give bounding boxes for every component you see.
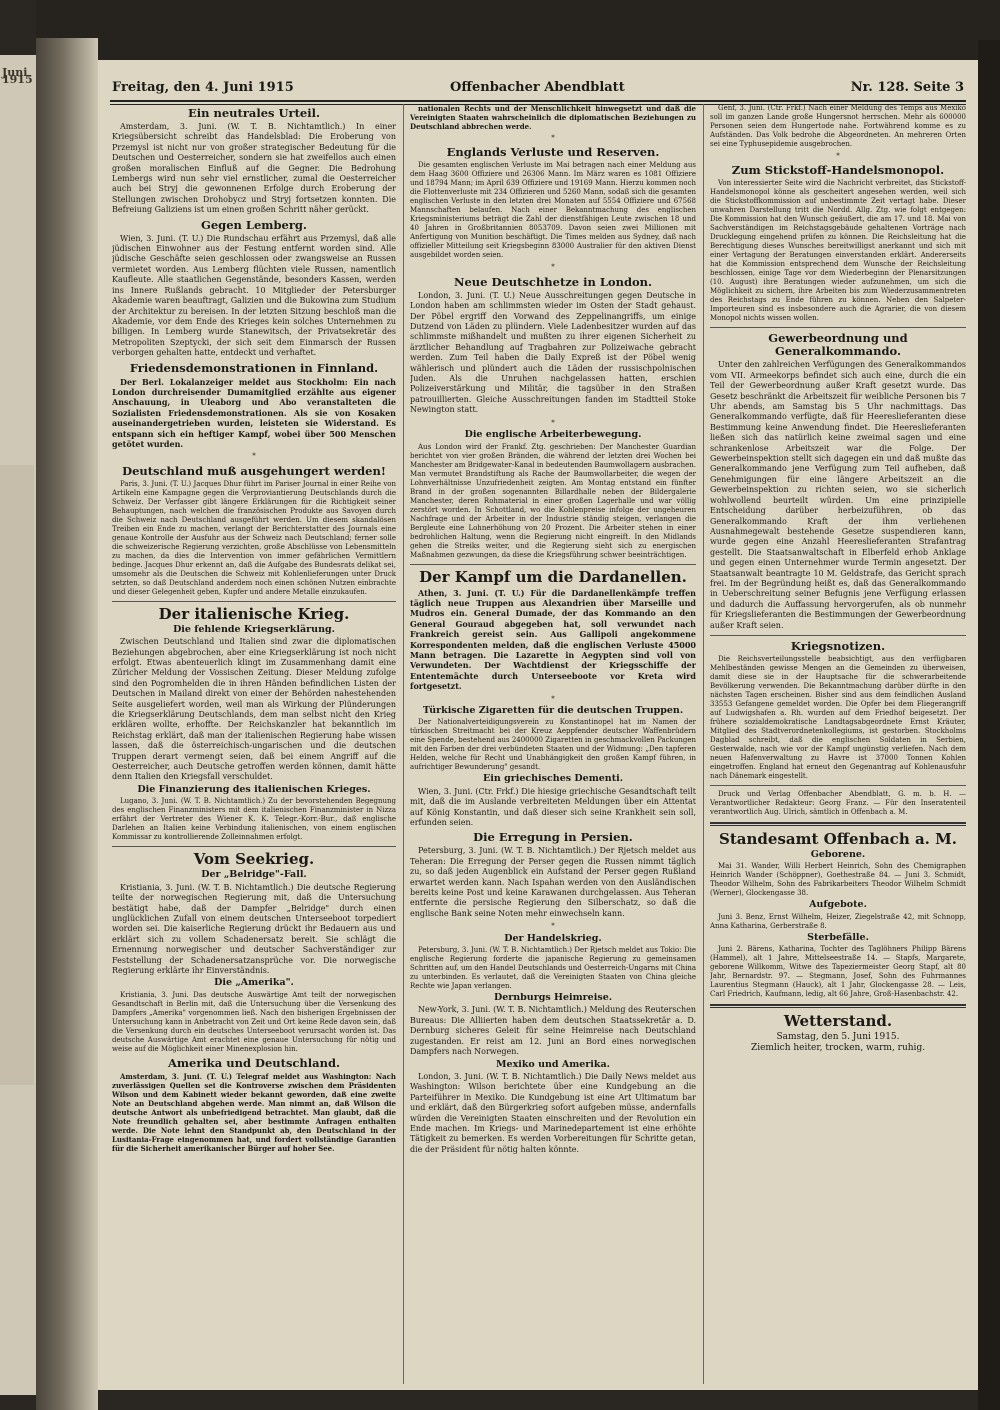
article-title: Die Erregung in Persien. — [473, 830, 633, 845]
article-title: Die Finanzierung des italienischen Krieges. — [137, 783, 371, 795]
article-text: London, 3. Juni. (T. U.) Neue Ausschreitungen gegen Deutsche in London haben am schlimmsten wieder im Osten der Stadt gehaust. Der Pöbel ergriff den Vorwand des Zeppelinangriffs, um einige Dutzend von Läden zu plündern. Viele Ladenbesitzer wurden auf das schlimmste mißhandelt und mußten zu ihrer eigenen Sicherheit zu ärztlicher Behandlung auf Tragbahren zur Polizeiwache gebracht werden. Zum Teil haben die Daily Expreß ist der Pöbel wenig wählerisch und plündert auch die Läden der russischpolnischen Juden. Als die Unruhen nachgelassen hatten, erschien Polizeiverstärkung und Militär, die tagsüber in den Straßen patrouillierten. Gleiche Ausschreitungen fanden im Stadtteil Stoke Newington statt. — [410, 290, 696, 415]
article-title: Gegen Lemberg. — [201, 217, 307, 232]
article-text: London, 3. Juni. (W. T. B. Nichtamtlich.) Die Daily News meldet aus Washington: Wilson berichtete über eine Kundgebung an die Parteiführer in Mexiko. Die Kundgebung ist eine Art Ultimatum bar und erklärt, daß den Bürgerkrieg sofort aufgeben müsse, andernfalls würden die Vereinigten Staaten einschreiten und der Revolution ein Ende machen. Im Kriegs- und Marinedepartement ist eine erhöhte Tätigkeit zu bemerken. Es werden Vorbereitungen für Schritte getan, die der Präsident für nötig halten könnte. — [410, 1071, 696, 1154]
book-gutter — [36, 38, 98, 1410]
column-3 — [710, 104, 966, 1053]
previous-page-edge — [0, 55, 36, 1395]
column-divider — [403, 104, 404, 1384]
article-text: Der Berl. Lokalanzeiger meldet aus Stockholm: Ein nach London durchreisender Dumamitglied erzählte aus eigener Anschauung, in Uleaborg und Abo veranstalteten die Sozialisten Friedensdemonstrationen. Als sie von Kosaken auseinandergetrieben wurden, leisteten sie Widerstand. Es entspann sich ein heftiger Kampf, wobei über 500 Menschen getötet wurden. — [112, 376, 396, 449]
article-title: Ein griechisches Dementi. — [483, 773, 623, 785]
article-title: Friedensdemonstrationen in Finnland. — [129, 360, 379, 375]
deaths-text: Juni 2. Bärens, Katharina, Tochter des Taglöhners Philipp Bärens (Hammel), alt 1 Jahre, Mittelseestraße 14. — Stapfs, Margarete, geborene Willkomm, Witwe des Tapeziermeister Georg Stapf, alt 80 Jahr, Bernardstr. 97. — Stegmann, Josef, Sohn des Fuhrmannes Laurentius Stegmann (Hauck), alt 1 Jahr, Glockengasse 28. — Leis, Carl Friedrich, Kaufmann, ledig, alt 66 Jahre, Groß-Hasenbachstr. 42. — [710, 945, 966, 999]
masthead — [112, 80, 964, 98]
section-rule — [112, 846, 396, 847]
article-text: Aus London wird der Frankf. Ztg. geschrieben: Der Manchester Guardian berichtet von vier großen Bränden, die während der letzten drei Wochen bei Manchester am Bridgewater-Kanal in bedeutenden Baumwollagern ausbrachen. Man vermutet Brandstiftung als Rache der Baumwollarbeiter, die wegen der Lohnverhältnisse Unzufriedenheit zeigten. Am Montag entstand ein fünfter Brand in der großen sogenannten Billardhalle neben der Bildergalerie Manchester, deren Rohmaterial in einer großen Lagerhalle und war völlig zerstört worden. In Schottland, wo die Kohlenpreise infolge der ungeheuren Nachfrage und der Arbeiter in der Industrie ständig steigen, verlangen die Bergleute eine Lohnerhöhung von 20 Prozent. Die Arbeiter stehen in einer bedrohlichen Haltung, wenn die Regierung nicht eingreift. In den Midlands gehen die Streiks weiter, und die Regierung sieht sich zu energischen Maßnahmen gezwungen, da diese die Kriegsführung schwer beeinträchtigen. — [410, 442, 696, 559]
births-title: Geborene. — [810, 848, 866, 860]
header-issue: Nr. 128. Seite 3 — [850, 80, 964, 95]
section-title: Vom Seekrieg. — [193, 850, 315, 869]
section-title: Der Kampf um die Dardanellen. — [419, 567, 687, 586]
header-title: Offenbacher Abendblatt — [450, 80, 625, 95]
births-text: Mai 31. Wander, Willi Herbert Heinrich, Sohn des Chemigraphen Heinrich Wander (Schöppner), Goethestraße 84. — Juni 3. Schmidt, Theodor Wilhelm, Sohn des Fabrikarbeiters Theodor Wilhelm Schmidt (Werner), Glockengasse 38. — [710, 862, 966, 898]
section-rule — [410, 564, 696, 565]
column-divider — [703, 104, 704, 1384]
article-text: Amsterdam, 3. Juni. (W. T. B. Nichtamtlich.) In einer Kriegsübersicht schreibt das Handelsblad: Die Eroberung von Przemysl ist nicht nur von großer strategischer Bedeutung für die Deutschen und Oesterreicher, sondern sie hat zweifellos auch einen großen moralischen Einfluß auf die Gegner. Die Bedrohung Lembergs wird nun sehr viel ernstlicher, zumal die Oesterreicher auch bei Stryj die gewonnenen Erfolge durch Eroberung der Stellungen zwischen Drohobycz und Stryj fortsetzen konnten. Die Befreiung Galiziens ist um einen großen Schritt näher gerückt. — [112, 122, 396, 215]
deaths-title: Sterbefälle. — [807, 931, 869, 943]
article-title: Türkische Zigaretten für die deutschen Truppen. — [422, 704, 684, 716]
banns-text: Juni 3. Benz, Ernst Wilhelm, Heizer, Ziegelstraße 42, mit Schnopp, Anna Katharina, Gerberstraße 8. — [710, 912, 966, 930]
section-rule — [710, 327, 966, 328]
article-text: Wien, 3. Juni. (Ctr. Frkf.) Die hiesige griechische Gesandtschaft teilt mit, daß die im Auslande verbreiteten Meldungen über ein Attentat auf König Konstantin, und daß dieser sich seine Krankheit sein soll, erfunden seien. — [410, 786, 696, 827]
previous-page-header: Juni 1915 — [2, 66, 33, 86]
article-text: Wien, 3. Juni. (T. U.) Die Rundschau erfährt aus Przemysl, daß alle jüdischen Einwohner aus der Festung entfernt worden sind. Alle jüdische Geschäfte seien geschlossen oder zwangsweise an Russen vermietet worden. Aus Lemberg flüchten viele Russen, namentlich Kaufleute. Alle staatlichen Gegenstände, besonders Kassen, werden ins Innere Rußlands gebracht. 10 Mitglieder der Petersburger Akademie waren beauftragt, Galizien und die Bukowina zum Studium der Architektur zu bereisen. In der letzten Sitzung beschloß man die Akademie, vor dem Ende des Krieges kein solches Unternehmen zu billigen. In Lemberg wurde Stanewitsch, der Privatsekretär des Metropoliten Szeptycki, der sich seit dem Einmarsch der Russen verborgen gehalten hatte, entdeckt und verhaftet. — [112, 233, 396, 358]
weather-title: Wetterstand. — [783, 1012, 893, 1031]
article-text: Der Nationalverteidigungsverein zu Konstantinopel hat im Namen der türkischen Streitmacht bei der Kreuz Aeppfender deutscher Waffenbrüdern eine Spende, bestehend aus 2400000 Zigaretten in geschmackvollen Packungen mit den Farben der drei verbündeten Staaten und der Widmung: „Den tapferen Helden, welche für Recht und Unabhängigkeit den großen Kampf führen, in aufrichtiger Bewunderung" gesandt. — [410, 718, 696, 772]
header-date: Freitag, den 4. Juni 1915 — [112, 80, 294, 95]
separator-star: * — [551, 694, 555, 703]
section-rule — [710, 822, 966, 826]
article-text: nationalen Rechts und der Menschlichkeit hinwegsetzt und daß die Vereinigten Staaten wahrscheinlich die diplomatischen Beziehungen zu Deutschland abbrechen werde. — [410, 104, 696, 131]
article-text: Die Reichsverteilungsstelle beabsichtigt, aus den verfügbaren Mehlbeständen gewisse Mengen an die Gemeinden zu überweisen, damit diese sie in der Hauptsache für die schwerarbeitende Bevölkerung verwenden. Die Bekanntmachung darüber dürfte in den nächsten Tagen erscheinen. Bisher sind aus dem feindlichen Ausland 33553 Gefangene gemeldet worden. Die Opfer bei dem Fliegerangriff auf Ludwigshafen a. Rh. wurden auf dem Friedhof beigesetzt. Der frühere sozialdemokratische Landtagsabgeordnete Ernst Kräuter, Mitglied des Stadtverordnetenkollegiums, ist gestorben. Stockholms Dagblad schreibt, daß die englischen Soldaten in Serbien, Gesterwalde, nach wie vor der Kampf ungünstig verliefen. Nach dem neuen Hafenverwaltung zu Havre ist 37000 Tonnen Kohlen eingetroffen. England hat erneut den Gegenantrag auf Kohlenausfuhr nach Dänemark eingestellt. — [710, 654, 966, 780]
newspaper-page — [98, 60, 978, 1390]
article-title: Englands Verluste und Reserven. — [446, 145, 660, 160]
article-text: Petersburg, 3. Juni. (W. T. B. Nichtamtlich.) Der Rjetsch meldet aus Tokio: Die englische Regierung forderte die japanische Regierung zu gemeinsamen Schritten auf, um den Handel Deutschlands und Oesterreich-Ungarns mit China zu unterbinden. Es verlautet, daß die Vereinigten Staaten von China gleiche Rechte wie Japan verlangen. — [410, 946, 696, 991]
article-title: Ein neutrales Urteil. — [188, 106, 320, 120]
separator-star: * — [551, 263, 555, 272]
article-subtitle: Die fehlende Kriegserklärung. — [173, 623, 335, 635]
article-title: Der Handelskrieg. — [504, 932, 602, 944]
article-title: Die „Amerika". — [214, 977, 294, 989]
article-title: Neue Deutschhetze in London. — [453, 274, 653, 289]
article-title: Kriegsnotizen. — [790, 638, 886, 653]
article-text: Zwischen Deutschland und Italien sind zwar die diplomatischen Beziehungen abgebrochen, aber eine Kriegserklärung ist noch nicht erfolgt. Etwas abenteuerlich klingt im Zusammenhang damit eine Züricher Meldung der Vossischen Zeitung. Dieser Meldung zufolge sind den Pogromhelden die in ihren Händen befindlichen Listen der Deutschen in Mailand direkt von einer der Behörden nahestehenden Seite ausgeliefert worden, weil man als Wirkung der Plünderungen die Kriegserklärung Deutschlands, dem man selbst nicht den Krieg erklären wollte, erhoffte. Der Reichskanzler hat bekanntlich im Reichstag erklärt, daß man der italienischen Regierung habe wissen lassen, daß die österreichisch-ungarischen und die deutschen Truppen derart vermengt seien, daß bei einem Angriff auf die Oesterreicher, auch Deutsche getroffen werden können, damit hätte denn Italien den Kriegsfall verschuldet. — [112, 637, 396, 782]
article-title: Zum Stickstoff-Handelsmonopol. — [731, 163, 945, 178]
article-text: Die gesamten englischen Verluste im Mai betragen nach einer Meldung aus dem Haag 3600 Offiziere und 26306 Mann. Im März waren es 1081 Offiziere und 18794 Mann; im April 639 Offiziere und 19169 Mann. Hierzu kommen noch die Flottenverluste mit 234 Offizieren und 5260 Mann, sodaß sich die gesamten englischen Verluste in den letzten drei Monaten auf 5554 Offiziere und 67568 Mannschaften belaufen. Nach einer Bekanntmachung des englischen Kriegsministeriums beträgt die Zahl der dienstfähigen Leute zwischen 18 und 40 Jahren in Großbritannien 8053709. Davon seien zwei Millionen mit Anfertigung von Munition beschäftigt. Die Times melden aus Sydney, daß nach offizieller Mitteilung seit Kriegsbeginn 83000 Australier für den aktiven Dienst ausgebildet worden seien. — [410, 161, 696, 260]
column-2 — [410, 104, 696, 1157]
imprint: Druck und Verlag Offenbacher Abendblatt, G. m. b. H. — Verantwortlicher Redakteur: Georg Franz. — Für den Inseratenteil verantwortlich Aug. Ulrich, sämtlich in Offenbach a. M. — [710, 789, 966, 816]
separator-star: * — [551, 134, 555, 142]
banns-title: Aufgebote. — [809, 899, 867, 911]
section-title: Der italienische Krieg. — [158, 604, 350, 623]
column-1 — [112, 104, 396, 1155]
article-text: Lugano, 3. Juni. (W. T. B. Nichtamtlich.) Zu der bevorstehenden Begegnung des englischen Finanzministers mit dem italienischen Finanzminister in Nizza erfährt der Vertreter des Wiener K. K. Telegr.-Korr.-Bur., daß englische Darlehen an Italien keine Verbindung italienischen, von einem englischen Kommissar zu kontrollierende Zolleinnahmen erfolgt. — [112, 797, 396, 842]
weather-date: Samstag, den 5. Juni 1915. — [776, 1032, 900, 1043]
article-text: Amsterdam, 3. Juni. (T. U.) Telegraf meldet aus Washington: Nach zuverlässigen Quellen sei die Kontroverse zwischen dem Präsidenten Wilson und dem Kabinett wieder bekannt geworden, daß eine zweite Note an Deutschland abgehen werde. Man nimmt an, daß Wilson die deutsche Antwort als unbefriedigend betrachtet. Man glaubt, daß die Note freundlich gehalten sei, aber bestimmte Anfragen enthalten werde. Die Note lehnt den Standpunkt ab, den Deutschland in der Lusitania-Frage eingenommen hat, und fordert vollständige Garantien für die Sicherheit amerikanischer Bürger auf hoher See. — [112, 1071, 396, 1153]
scan-background-top — [36, 0, 1000, 60]
article-subtitle: Der „Belridge"-Fall. — [201, 869, 307, 881]
article-text: Petersburg, 3. Juni. (W. T. B. Nichtamtlich.) Der Rjetsch meldet aus Teheran: Die Erregung der Perser gegen die Russen nimmt täglich zu, so daß jeden Augenblick ein Aufstand der Perser gegen Rußland erwartet werden kann. Nach Ispahan werden von den Ausländischen bereits keine Post und keine Karawanen durchgelassen. Aus Teheran entfernte die persische Regierung den Silberschatz, so daß die englische Bank seine Noten mehr einwechseln kann. — [410, 846, 696, 918]
article-text: Kristiania, 3. Juni. (W. T. B. Nichtamtlich.) Die deutsche Regierung teilte der norwegischen Regierung mit, daß die Untersuchung bestätigt habe, daß der Dampfer „Belridge" durch einen unglücklichen Zufall von einem deutschen Unterseeboot torpediert worden sei. Die kaiserliche Regierung drückt ihr Bedauern aus und erklärt sich zu vollem Schadenersatz bereit. Sie schlägt die Ernennung norwegischer und deutscher Sachverständiger zur Feststellung der Schadenersatzansprüche vor. Die norwegische Regierung erklärte ihr Einverständnis. — [112, 882, 396, 975]
binding-edge — [978, 40, 1000, 1410]
article-title: Amerika und Deutschland. — [167, 1055, 341, 1070]
standesamt-title: Standesamt Offenbach a. M. — [719, 829, 957, 848]
article-text: Unter den zahlreichen Verfügungen des Generalkommandos vom VII. Armeekorps befindet sich auch eine, durch die ein Teil der Gewerbeordnung außer Kraft gesetzt wurde. Das Gesetz beschränkt die Arbeitszeit für weibliche Personen bis 7 Uhr abends, am Samstag bis 5 Uhr nachmittags. Das Generalkommando verfügte, daß für Heereslieferanten diese Bestimmung keine Anwendung findet. Die Heereslieferanten ließen sich das natürlich keine zweimal sagen und eine schrankenlose Arbeitszeit war die Folge. Der Gewerbeinspektion stellt sich dagegen ein und daß mußte das Generalkommando jene Verfügung zum Teil aufheben, daß Genehmigungen für eine längere Arbeitszeit an die Gewerbeinspektion zu richten seien, wo sie sicherlich wohlwollend beurteilt würden. Um eine prinzipielle Entscheidung darüber herbeizuführen, ob das Generalkommando Kraft der ihm verliehenen Ausnahmegewalt bestehende Gesetze suspendieren kann, wurde gegen eine Anzahl Heereslieferanten Strafantrag gestellt. Die Staatsanwaltschaft in Elberfeld erhob Anklage und gegen einen Unternehmer wurde Termin angesetzt. Der Staatsanwalt beantragte 10 M. Geldstrafe, das Gericht sprach frei. Im der Begründung heißt es, daß das Generalkommando in Ueberschreitung seiner Befugnis jene Verfügung erlassen und dadurch die Auffassung hervorgerufen, als ob nunmehr für Kriegslieferanten die Bestimmungen der Gewerbeordnung außer Kraft seien. — [710, 360, 966, 630]
article-text: Von interessierter Seite wird die Nachricht verbreitet, das Stickstoff-Handelsmonopol könne als gescheitert angesehen werden, weil sich die Stickstoffkommission auf unbestimmte Zeit vertagt habe. Dieser unwahren Darstellung tritt die Nordd. Allg. Ztg. wie folgt entgegen: Die Kommission hat den Wunsch geäußert, die am 17. und 18. Mai von Sachverständigen im Reichstagsgebäude gehaltenen Vorträge nach Drucklegung eingehend prüfen zu können. Die Reichsleitung hat die Berechtigung dieses Wunsches bereitwilligst anerkannt und sich mit einer Vertagung der Beratungen einverstanden erklärt. Andererseits hat die Kommission entsprechend dem Wunsche der Reichsleitung beschlossen, einige Tage vor dem Wiederbeginn der Plenarsitzungen (10. August) ihre Beratungen wieder aufzunehmen, um sich die Möglichkeit zu sichern, ihre Arbeiten bis zum Wiederzusammentreten des Reichstags zu Ende führen zu können. Neben den Salpeter-Importeuren sind es insbesondere auch die Agrarier, die von diesem Monopol nichts wissen wollen. — [710, 179, 966, 323]
article-text: Kristiania, 3. Juni. Das deutsche Auswärtige Amt teilt der norwegischen Gesandtschaft in Berlin mit, daß die Untersuchung über die Versenkung des Dampfers „Amerika" vorgenommen ließ. Nach den bisherigen Ergebnissen der Untersuchung kann in Anbetracht von Zeit und Ort keine Rede davon sein, daß die Versenkung durch ein deutsches Unterseeboot verursacht worden ist. Das deutsche Auswärtige Amt erachtet eine genaue Untersuchung für nötig und weise auf die Möglichkeit einer Minenexplosion hin. — [112, 990, 396, 1053]
page-fold-shadow — [0, 465, 34, 1085]
section-rule — [710, 785, 966, 786]
article-text: Paris, 3. Juni. (T. U.) Jacques Dhur führt im Pariser Journal in einer Reihe von Artikeln eine Kampagne gegen die Verproviantierung Deutschlands durch die Schweiz. Der Verfasser gibt längere Erklärungen für die Richtigkeit seiner Behauptungen, nach welchen die französischen Produkte aus Savoyen durch die Schweiz nach Deutschland ausgeführt werden. Um diesem skandalösen Treiben ein Ende zu machen, verlangt der Berichterstatter des Journals eine genaue Kontrolle der Ausfuhr aus der Schweiz nach Deutschland; ferner solle die schweizerische Regierung verzichten, große Abschlüsse von Lebensmitteln zu machen, da dies die Intervention von immer gefährlichen Vermittlern bedinge. Jacques Dhur erkennt an, daß die Aufgabe des Bundesrats delikat sei, umsomehr als die Deutschen die Schweiz mit Kohlenlieferungen unter Druck setzten, so daß Deutschland anderdem noch einen schönen Nutzen einbrachte und dieser Gelegenheit geben, Kupfer und andere Metalle einzukaufen. — [112, 479, 396, 596]
weather-text: Ziemlich heiter, trocken, warm, ruhig. — [750, 1042, 926, 1053]
article-title: Mexiko und Amerika. — [496, 1058, 610, 1070]
section-rule — [710, 1004, 966, 1008]
section-rule — [112, 601, 396, 602]
article-title: Die englische Arbeiterbewegung. — [464, 429, 642, 441]
separator-star: * — [836, 152, 840, 160]
article-text: Athen, 3. Juni. (T. U.) Für die Dardanellenkämpfe treffen täglich neue Truppen aus Alexandrien über Marseille und Mudros ein. General Dumade, der das Kommando an den General Gouraud abgegeben hat, soll verwundet nach Frankreich gereist sein. Aus Gallipoli angekommene Korrespondenten melden, daß die englischen Verluste 45000 Mann betragen. Die Lazarette in Aegypten sind voll von Verwundeten. Der Wachtdienst der Kriegsschiffe der Ententemächte durch Unterseeboote vor Kreta wird fortgesetzt. — [410, 587, 696, 692]
section-rule — [710, 635, 966, 636]
article-text: New-York, 3. Juni. (W. T. B. Nichtamtlich.) Meldung des Reuterschen Bureaus: Die Alliierten haben dem deutschen Staatssekretär a. D. Dernburg sicheres Geleit für seine Heimreise nach Deutschland zugestanden. Er reist am 12. Juni an Bord eines norwegischen Dampfers nach Norwegen. — [410, 1005, 696, 1057]
article-title: Deutschland muß ausgehungert werden! — [122, 463, 386, 478]
article-title: Gewerbeordnung und Generalkommando. — [768, 331, 908, 359]
separator-star: * — [252, 452, 256, 461]
article-text: Genf, 3. Juni. (Ctr. Frkf.) Nach einer Meldung des Temps aus Mexiko soll im ganzen Lande große Hungersnot herrschen. Mehr als 600000 Personen seien dem Hungertode nahe. Fortwährend komme es zu Aufständen. Das Volk bedrohe die Abgeordneten. An mehreren Orten sei eine Typhusepidemie ausgebrochen. — [710, 104, 966, 148]
article-title: Dernburgs Heimreise. — [493, 992, 613, 1004]
separator-star: * — [551, 418, 555, 427]
separator-star: * — [551, 922, 555, 931]
